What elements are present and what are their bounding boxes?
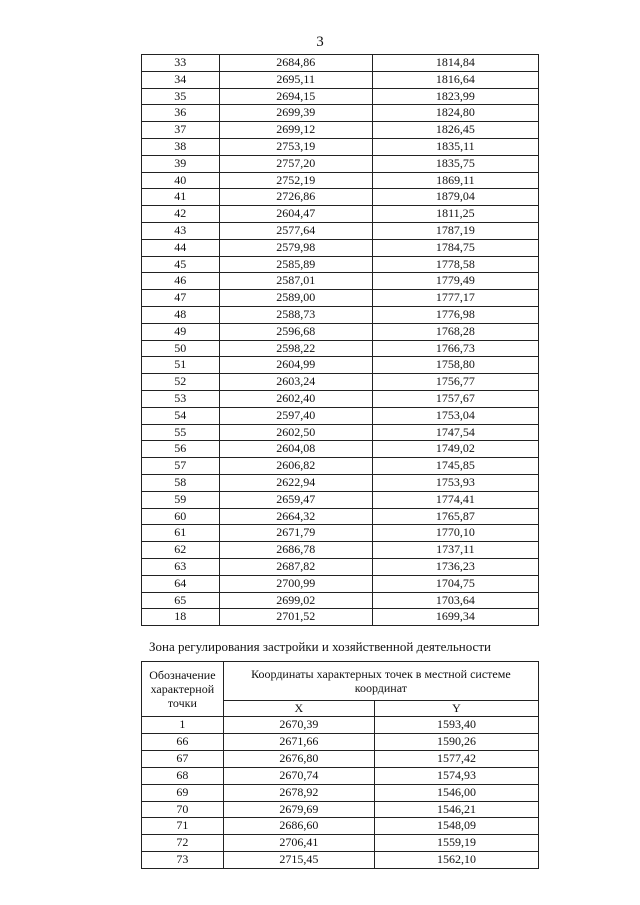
point-number-cell: 63 [142, 558, 220, 575]
point-number-cell: 52 [142, 374, 220, 391]
point-number-cell: 49 [142, 323, 220, 340]
point-number-cell: 59 [142, 491, 220, 508]
x-coordinate-cell: 2699,12 [219, 122, 372, 139]
y-coordinate-cell: 1699,34 [372, 609, 538, 626]
point-number-cell: 18 [142, 609, 220, 626]
y-coordinate-cell: 1756,77 [372, 374, 538, 391]
coordinates-table-body [142, 55, 539, 626]
y-coordinate-cell: 1816,64 [372, 71, 538, 88]
table-header [142, 662, 539, 717]
table-row [142, 340, 539, 357]
x-coordinate-cell: 2670,74 [223, 767, 374, 784]
point-number-cell: 60 [142, 508, 220, 525]
table-row [142, 491, 539, 508]
x-coordinate-cell: 2579,98 [219, 239, 372, 256]
y-coordinate-cell: 1766,73 [372, 340, 538, 357]
table-row [142, 852, 539, 869]
point-number-cell: 1 [142, 717, 224, 734]
x-coordinate-cell: 2695,11 [219, 71, 372, 88]
table-row [142, 609, 539, 626]
x-coordinate-cell: 2699,02 [219, 592, 372, 609]
x-coordinate-cell: 2598,22 [219, 340, 372, 357]
header-row [142, 662, 539, 701]
y-coordinate-cell: 1778,58 [372, 256, 538, 273]
section-title: Зона регулирования застройки и хозяйственной деятельности [149, 639, 491, 654]
table-row [142, 717, 539, 734]
y-coordinate-cell: 1757,67 [372, 390, 538, 407]
table-row [142, 357, 539, 374]
y-coordinate-cell: 1814,84 [372, 55, 538, 72]
table-row [142, 155, 539, 172]
point-number-cell: 65 [142, 592, 220, 609]
point-number-cell: 40 [142, 172, 220, 189]
table-row [142, 122, 539, 139]
x-coordinate-cell: 2753,19 [219, 138, 372, 155]
point-number-cell: 39 [142, 155, 220, 172]
point-number-cell: 66 [142, 733, 224, 750]
table-row [142, 818, 539, 835]
y-coordinate-cell: 1779,49 [372, 273, 538, 290]
y-coordinate-cell: 1753,93 [372, 474, 538, 491]
table-row [142, 508, 539, 525]
point-number-cell: 48 [142, 306, 220, 323]
point-number-cell: 43 [142, 222, 220, 239]
y-coordinate-cell: 1548,09 [375, 818, 539, 835]
x-coordinate-cell: 2587,01 [219, 273, 372, 290]
table-row [142, 575, 539, 592]
point-number-cell: 41 [142, 189, 220, 206]
y-coordinate-cell: 1770,10 [372, 525, 538, 542]
x-coordinate-cell: 2671,66 [223, 733, 374, 750]
x-coordinate-cell: 2596,68 [219, 323, 372, 340]
point-number-cell: 58 [142, 474, 220, 491]
header-y: Y [375, 701, 539, 717]
y-coordinate-cell: 1749,02 [372, 441, 538, 458]
point-number-cell: 55 [142, 424, 220, 441]
x-coordinate-cell: 2686,60 [223, 818, 374, 835]
x-coordinate-cell: 2602,50 [219, 424, 372, 441]
point-number-cell: 37 [142, 122, 220, 139]
point-number-cell: 70 [142, 801, 224, 818]
point-number-cell: 62 [142, 542, 220, 559]
x-coordinate-cell: 2622,94 [219, 474, 372, 491]
table-row [142, 222, 539, 239]
table-row [142, 390, 539, 407]
x-coordinate-cell: 2602,40 [219, 390, 372, 407]
point-number-cell: 54 [142, 407, 220, 424]
table-row [142, 290, 539, 307]
x-coordinate-cell: 2603,24 [219, 374, 372, 391]
x-coordinate-cell: 2678,92 [223, 784, 374, 801]
y-coordinate-cell: 1784,75 [372, 239, 538, 256]
x-coordinate-cell: 2694,15 [219, 88, 372, 105]
point-number-cell: 57 [142, 458, 220, 475]
x-coordinate-cell: 2687,82 [219, 558, 372, 575]
table-row [142, 105, 539, 122]
table-row [142, 441, 539, 458]
table-row [142, 424, 539, 441]
x-coordinate-cell: 2659,47 [219, 491, 372, 508]
page-number: 3 [316, 34, 324, 50]
y-coordinate-cell: 1590,26 [375, 733, 539, 750]
table-row [142, 474, 539, 491]
point-number-cell: 34 [142, 71, 220, 88]
x-coordinate-cell: 2715,45 [223, 852, 374, 869]
x-coordinate-cell: 2706,41 [223, 835, 374, 852]
x-coordinate-cell: 2588,73 [219, 306, 372, 323]
point-number-cell: 42 [142, 206, 220, 223]
y-coordinate-cell: 1546,00 [375, 784, 539, 801]
x-coordinate-cell: 2606,82 [219, 458, 372, 475]
table-row [142, 374, 539, 391]
y-coordinate-cell: 1745,85 [372, 458, 538, 475]
y-coordinate-cell: 1879,04 [372, 189, 538, 206]
point-number-cell: 56 [142, 441, 220, 458]
table-row [142, 71, 539, 88]
point-number-cell: 35 [142, 88, 220, 105]
table-row [142, 256, 539, 273]
y-coordinate-cell: 1823,99 [372, 88, 538, 105]
table-row [142, 88, 539, 105]
y-coordinate-cell: 1736,23 [372, 558, 538, 575]
y-coordinate-cell: 1559,19 [375, 835, 539, 852]
y-coordinate-cell: 1774,41 [372, 491, 538, 508]
point-number-cell: 46 [142, 273, 220, 290]
point-number-cell: 69 [142, 784, 224, 801]
y-coordinate-cell: 1703,64 [372, 592, 538, 609]
y-coordinate-cell: 1824,80 [372, 105, 538, 122]
table-row [142, 189, 539, 206]
table-row [142, 767, 539, 784]
point-number-cell: 67 [142, 750, 224, 767]
y-coordinate-cell: 1777,17 [372, 290, 538, 307]
x-coordinate-cell: 2679,69 [223, 801, 374, 818]
point-number-cell: 73 [142, 852, 224, 869]
table-row [142, 592, 539, 609]
point-number-cell: 47 [142, 290, 220, 307]
table-row [142, 407, 539, 424]
y-coordinate-cell: 1562,10 [375, 852, 539, 869]
table-row [142, 750, 539, 767]
table-row [142, 323, 539, 340]
y-coordinate-cell: 1574,93 [375, 767, 539, 784]
header-point-designation: Обозначение характерной точки [142, 662, 224, 717]
x-coordinate-cell: 2686,78 [219, 542, 372, 559]
table-row [142, 558, 539, 575]
regulation-zone-table-body [142, 717, 539, 869]
table-row [142, 172, 539, 189]
x-coordinate-cell: 2604,99 [219, 357, 372, 374]
y-coordinate-cell: 1835,75 [372, 155, 538, 172]
x-coordinate-cell: 2664,32 [219, 508, 372, 525]
y-coordinate-cell: 1787,19 [372, 222, 538, 239]
x-coordinate-cell: 2577,64 [219, 222, 372, 239]
x-coordinate-cell: 2752,19 [219, 172, 372, 189]
y-coordinate-cell: 1811,25 [372, 206, 538, 223]
table-row [142, 542, 539, 559]
x-coordinate-cell: 2589,00 [219, 290, 372, 307]
y-coordinate-cell: 1835,11 [372, 138, 538, 155]
table-row [142, 138, 539, 155]
x-coordinate-cell: 2757,20 [219, 155, 372, 172]
header-x: X [223, 701, 374, 717]
point-number-cell: 53 [142, 390, 220, 407]
table-row [142, 306, 539, 323]
point-number-cell: 71 [142, 818, 224, 835]
table-row [142, 55, 539, 72]
y-coordinate-cell: 1765,87 [372, 508, 538, 525]
table-row [142, 733, 539, 750]
x-coordinate-cell: 2701,52 [219, 609, 372, 626]
table-row [142, 273, 539, 290]
y-coordinate-cell: 1826,45 [372, 122, 538, 139]
point-number-cell: 64 [142, 575, 220, 592]
header-coordinates: Координаты характерных точек в местной системе координат [223, 662, 538, 701]
x-coordinate-cell: 2604,08 [219, 441, 372, 458]
x-coordinate-cell: 2671,79 [219, 525, 372, 542]
y-coordinate-cell: 1776,98 [372, 306, 538, 323]
x-coordinate-cell: 2700,99 [219, 575, 372, 592]
x-coordinate-cell: 2597,40 [219, 407, 372, 424]
table-row [142, 206, 539, 223]
x-coordinate-cell: 2585,89 [219, 256, 372, 273]
y-coordinate-cell: 1869,11 [372, 172, 538, 189]
point-number-cell: 68 [142, 767, 224, 784]
point-number-cell: 50 [142, 340, 220, 357]
point-number-cell: 36 [142, 105, 220, 122]
x-coordinate-cell: 2604,47 [219, 206, 372, 223]
y-coordinate-cell: 1758,80 [372, 357, 538, 374]
y-coordinate-cell: 1753,04 [372, 407, 538, 424]
coordinates-table-continued [141, 54, 539, 626]
point-number-cell: 38 [142, 138, 220, 155]
point-number-cell: 61 [142, 525, 220, 542]
x-coordinate-cell: 2726,86 [219, 189, 372, 206]
y-coordinate-cell: 1768,28 [372, 323, 538, 340]
table-row [142, 784, 539, 801]
y-coordinate-cell: 1546,21 [375, 801, 539, 818]
x-coordinate-cell: 2684,86 [219, 55, 372, 72]
y-coordinate-cell: 1747,54 [372, 424, 538, 441]
regulation-zone-coordinates-table [141, 661, 539, 869]
y-coordinate-cell: 1704,75 [372, 575, 538, 592]
table-row [142, 525, 539, 542]
x-coordinate-cell: 2670,39 [223, 717, 374, 734]
x-coordinate-cell: 2699,39 [219, 105, 372, 122]
point-number-cell: 45 [142, 256, 220, 273]
point-number-cell: 33 [142, 55, 220, 72]
table-row [142, 239, 539, 256]
table-row [142, 458, 539, 475]
y-coordinate-cell: 1577,42 [375, 750, 539, 767]
point-number-cell: 72 [142, 835, 224, 852]
point-number-cell: 44 [142, 239, 220, 256]
table-row [142, 835, 539, 852]
y-coordinate-cell: 1737,11 [372, 542, 538, 559]
table-row [142, 801, 539, 818]
y-coordinate-cell: 1593,40 [375, 717, 539, 734]
x-coordinate-cell: 2676,80 [223, 750, 374, 767]
point-number-cell: 51 [142, 357, 220, 374]
